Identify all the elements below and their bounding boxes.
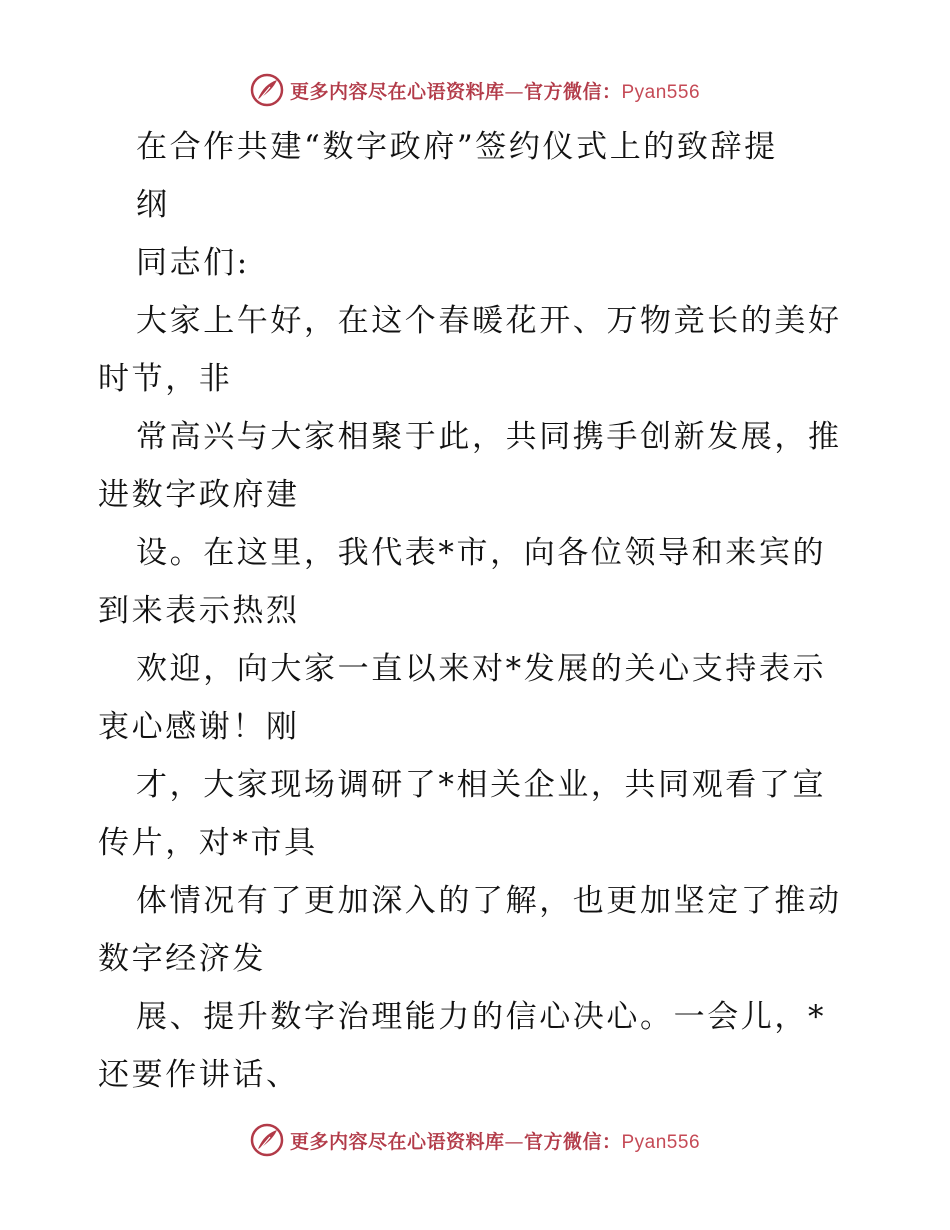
paragraph-line: 时节，非	[98, 361, 233, 397]
quill-logo-icon	[250, 73, 284, 107]
paragraph-line: 传片，对*市具	[98, 825, 318, 861]
paragraph-line: 体情况有了更加深入的了解，也更加坚定了推动	[136, 883, 842, 919]
paragraph-line: 数字经济发	[98, 941, 266, 977]
header-watermark	[0, 70, 950, 110]
quill-logo-icon	[250, 1123, 284, 1157]
paragraph-line: 进数字政府建	[98, 477, 300, 513]
watermark-text: 更多内容尽在心语资料库—官方微信：Pyan556	[289, 1130, 701, 1153]
footer-watermark	[0, 1120, 950, 1160]
document-title-line-2: 纲	[136, 187, 170, 223]
paragraph-line: 大家上午好，在这个春暖花开、万物竞长的美好	[136, 303, 842, 339]
paragraph-line: 才，大家现场调研了*相关企业，共同观看了宣	[136, 767, 827, 803]
paragraph-line: 还要作讲话、	[98, 1057, 300, 1093]
paragraph-line: 设。在这里，我代表*市，向各位领导和来宾的	[136, 535, 827, 571]
document-title-line-1: 在合作共建“数字政府”签约仪式上的致辞提	[136, 129, 778, 165]
paragraph-line: 到来表示热烈	[98, 593, 300, 629]
paragraph-line: 常高兴与大家相聚于此，共同携手创新发展，推	[136, 419, 842, 455]
paragraph-line: 衷心感谢！刚	[98, 709, 300, 745]
paragraph-line: 欢迎，向大家一直以来对*发展的关心支持表示	[136, 651, 827, 687]
greeting: 同志们:	[136, 245, 250, 281]
document-body	[98, 118, 858, 1104]
watermark-text: 更多内容尽在心语资料库—官方微信：Pyan556	[289, 80, 701, 103]
paragraph-line: 展、提升数字治理能力的信心决心。一会儿，*	[136, 999, 827, 1035]
